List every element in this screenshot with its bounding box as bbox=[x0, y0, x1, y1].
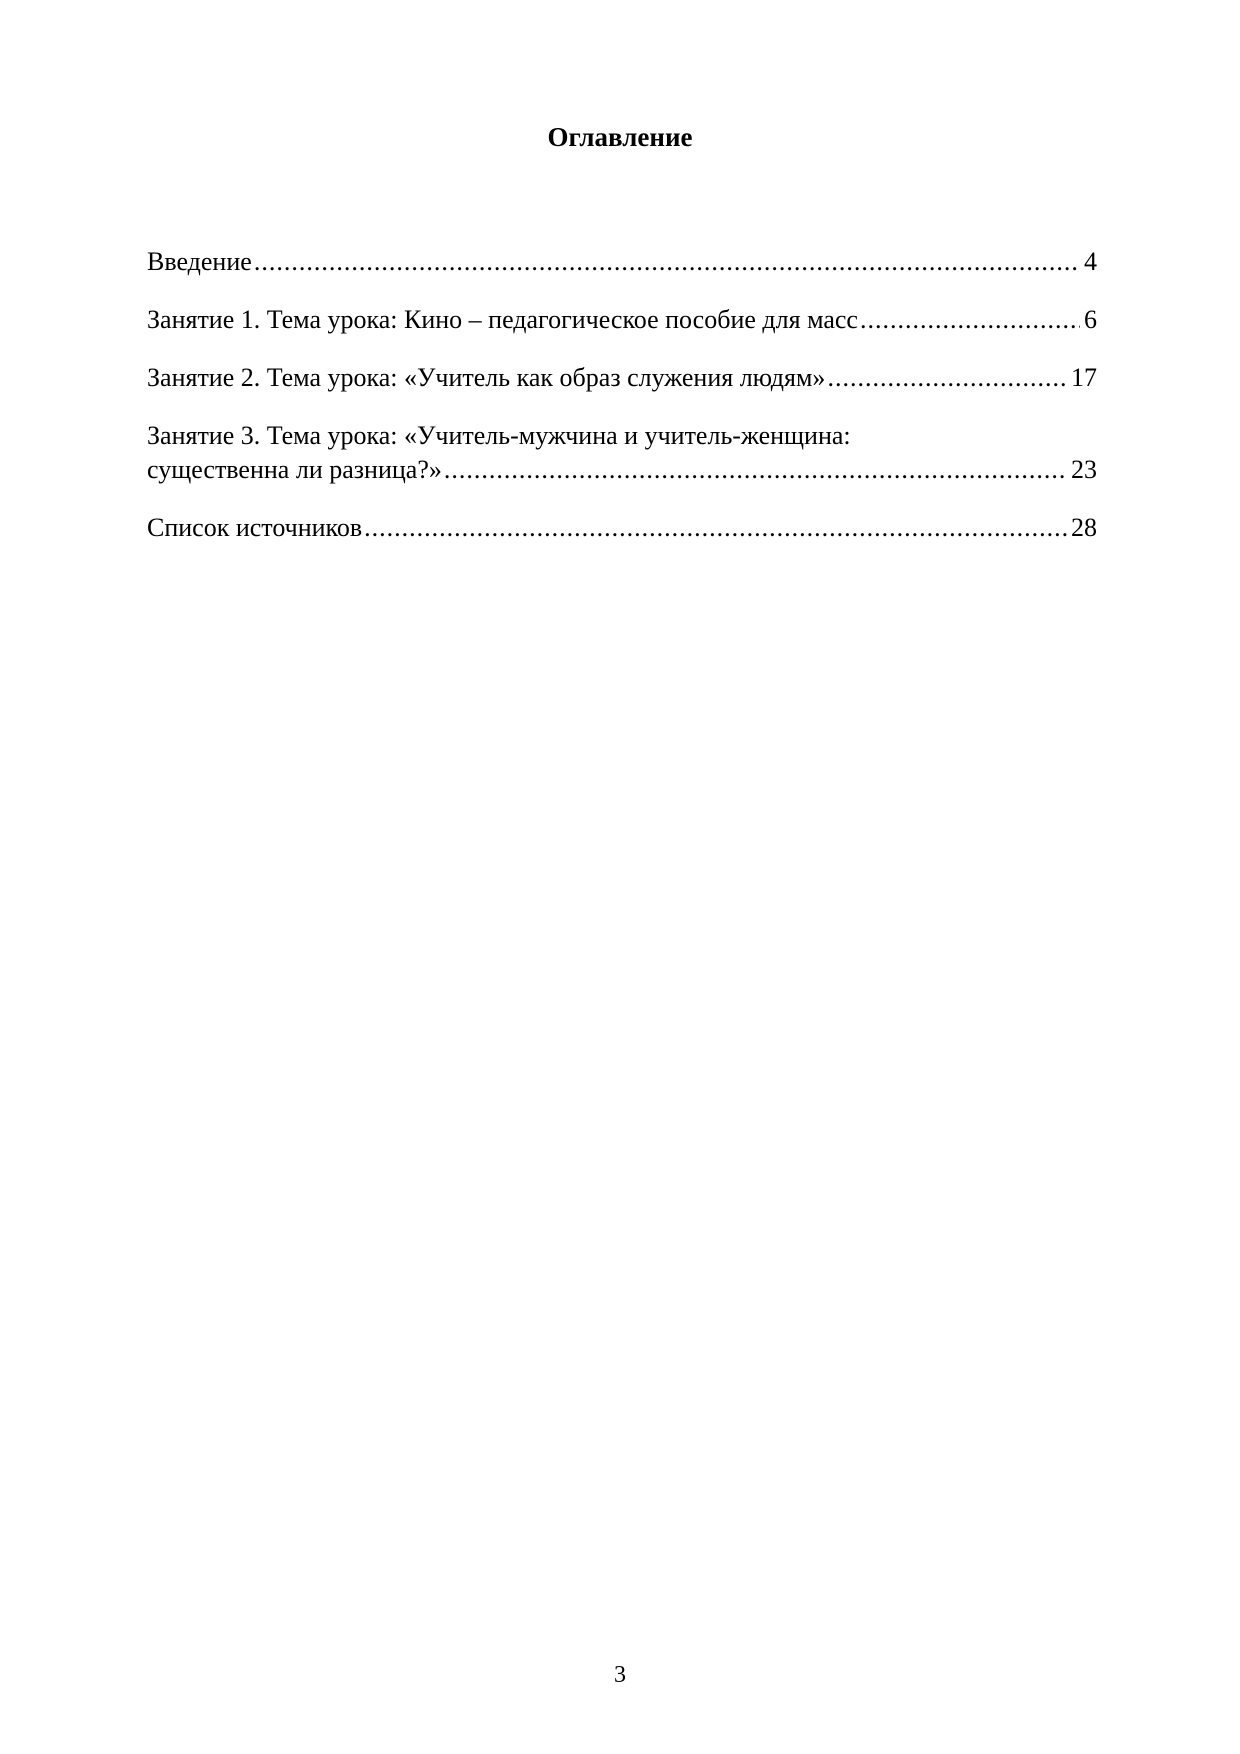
toc-entry-page: 6 bbox=[1084, 305, 1097, 334]
toc-entry-page: 23 bbox=[1071, 455, 1097, 484]
table-of-contents bbox=[147, 245, 1097, 569]
toc-entry-page: 28 bbox=[1071, 513, 1097, 542]
dot-leader bbox=[254, 245, 1080, 279]
toc-entry-label-line-2: существенна ли разница?» bbox=[147, 455, 442, 484]
toc-entry-label-line-1: Занятие 3. Тема урока: «Учитель-мужчина и учитель-женщина: bbox=[147, 421, 851, 450]
dot-leader bbox=[364, 511, 1067, 545]
toc-entry-lesson-2[interactable] bbox=[147, 361, 1097, 395]
page-number: 3 bbox=[614, 1662, 626, 1688]
toc-entry-label: Занятие 1. Тема урока: Кино – педагогическое пособие для масс bbox=[147, 305, 858, 334]
toc-entry-page: 4 bbox=[1084, 247, 1097, 276]
toc-entry-introduction[interactable] bbox=[147, 245, 1097, 279]
page-title: Оглавление bbox=[547, 122, 693, 152]
toc-entry-sources[interactable] bbox=[147, 511, 1097, 545]
dot-leader bbox=[827, 361, 1067, 395]
toc-entry-label: Введение bbox=[147, 247, 252, 276]
dot-leader bbox=[860, 303, 1080, 337]
toc-entry-label: Занятие 2. Тема урока: «Учитель как образ служения людям» bbox=[147, 363, 826, 392]
toc-entry-page: 17 bbox=[1071, 363, 1097, 392]
toc-entry-lesson-3[interactable] bbox=[147, 419, 1097, 487]
toc-entry-label: Список источников bbox=[147, 513, 363, 542]
dot-leader bbox=[444, 453, 1067, 487]
toc-entry-lesson-1[interactable] bbox=[147, 303, 1097, 337]
